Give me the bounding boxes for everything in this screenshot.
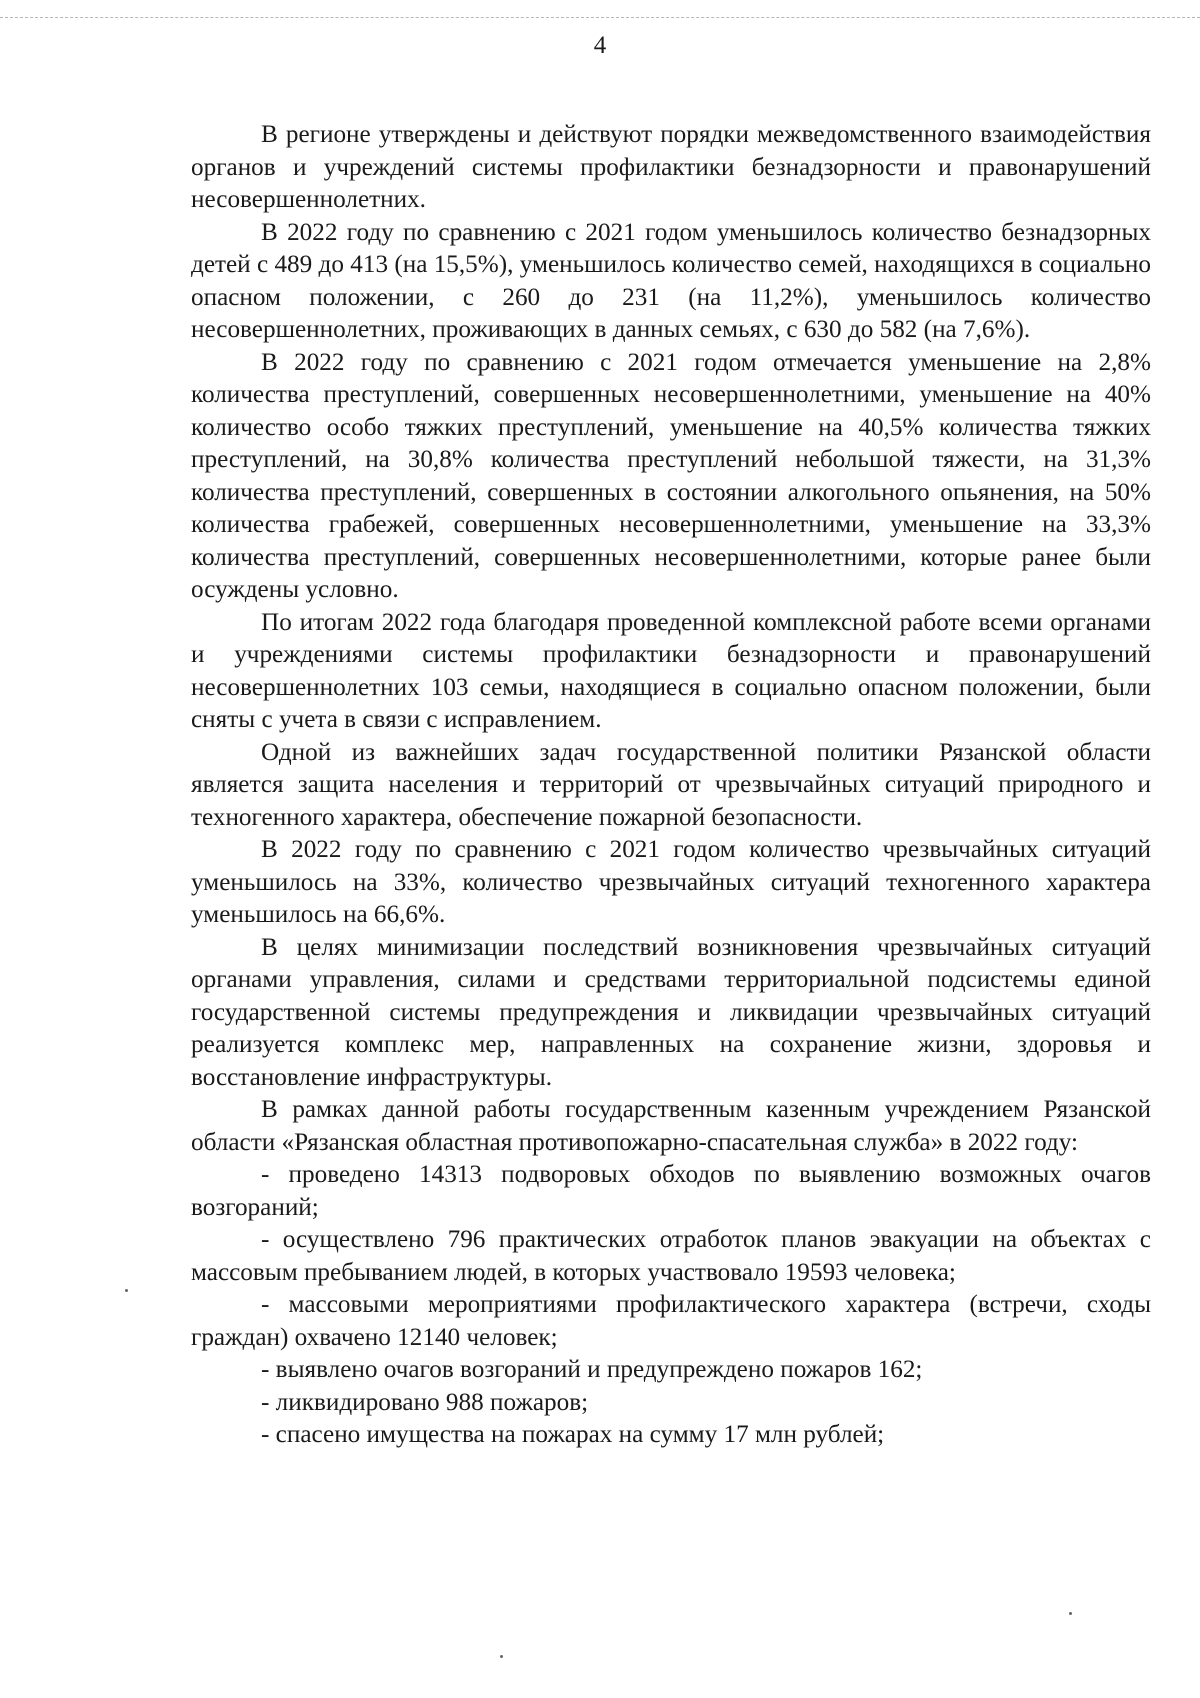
document-body xyxy=(191,119,1151,1452)
paragraph-neglected-children-stats: В 2022 году по сравнению с 2021 годом уменьшилось количество безнадзорных детей с 489 до 413 (на 15,5%), уменьшилось количество семей, находящихся в социально опасном положении, с 260 до 231 (на 11,2%), уменьшилось количество несовершеннолетних, проживающих в данных семьях, с 630 до 582 (на 7,6%). xyxy=(191,218,1151,343)
paragraph-emergency-policy: Одной из важнейших задач государственной политики Рязанской области является защита населения и территорий от чрезвычайных ситуаций природного и техногенного характера, обеспечение пожарной безопасности. xyxy=(191,738,1151,831)
paragraph-emergency-stats: В 2022 году по сравнению с 2021 годом количество чрезвычайных ситуаций уменьшилось на 33%, количество чрезвычайных ситуаций техногенного характера уменьшилось на 66,6%. xyxy=(191,836,1151,928)
scan-speck xyxy=(500,1655,503,1658)
scan-speck xyxy=(125,1289,128,1292)
paragraph-families-deregistered: По итогам 2022 года благодаря проведенной комплексной работе всеми органами и учреждениями системы профилактики безнадзорности и правонарушений несовершеннолетних 103 семьи, находящиеся в социально опасном положении, были сняты с учета в связи с исправлением. xyxy=(191,608,1151,733)
list-item-door-to-door: - проведено 14313 подворовых обходов по выявлению возможных очагов возгораний; xyxy=(191,1161,1151,1221)
paragraph-fire-service-intro: В рамках данной работы государственным казенным учреждением Рязанской области «Рязанская областная противопожарно-спасательная служба» в 2022 году: xyxy=(191,1096,1151,1156)
page-number: 4 xyxy=(593,32,607,59)
list-item-property-saved: - спасено имущества на пожарах на сумму 17 млн рублей; xyxy=(261,1421,885,1448)
list-item-prevention-events: - массовыми мероприятиями профилактического характера (встречи, сходы граждан) охвачено 12140 человек; xyxy=(191,1291,1151,1351)
list-item-evacuation-drills: - осуществлено 796 практических отработок планов эвакуации на объектах с массовым пребыванием людей, в которых участвовало 19593 человека; xyxy=(191,1226,1151,1286)
list-item-fires-extinguished: - ликвидировано 988 пожаров; xyxy=(261,1388,589,1416)
paragraph-crime-stats: В 2022 году по сравнению с 2021 годом отмечается уменьшение на 2,8% количества преступлений, совершенных несовершеннолетними, уменьшение на 40% количество особо тяжких преступлений, уменьшение на 40,5% количества тяжких преступлений, на 30,8% количества преступлений небольшой тяжести, на 31,3% количества преступлений, совершенных в состоянии алкогольного опьянения, на 50% количества грабежей, совершенных несовершеннолетними, уменьшение на 33,3% количества преступлений, совершенных несовершеннолетними, которые ранее были осуждены условно. xyxy=(191,348,1151,603)
list-item-fires-prevented: - выявлено очагов возгораний и предупреждено пожаров 162; xyxy=(261,1356,923,1383)
paragraph-emergency-measures: В целях минимизации последствий возникновения чрезвычайных ситуаций органами управления, силами и средствами территориальной подсистемы единой государственной системы предупреждения и ликвидации чрезвычайных ситуаций реализуется комплекс мер, направленных на сохранение жизни, здоровья и восстановление инфраструктуры. xyxy=(191,933,1151,1091)
paragraph-interaction-procedures: В регионе утверждены и действуют порядки межведомственного взаимодействия органов и учреждений системы профилактики безнадзорности и правонарушений несовершеннолетних. xyxy=(191,121,1151,213)
scan-speck xyxy=(1069,1612,1072,1615)
